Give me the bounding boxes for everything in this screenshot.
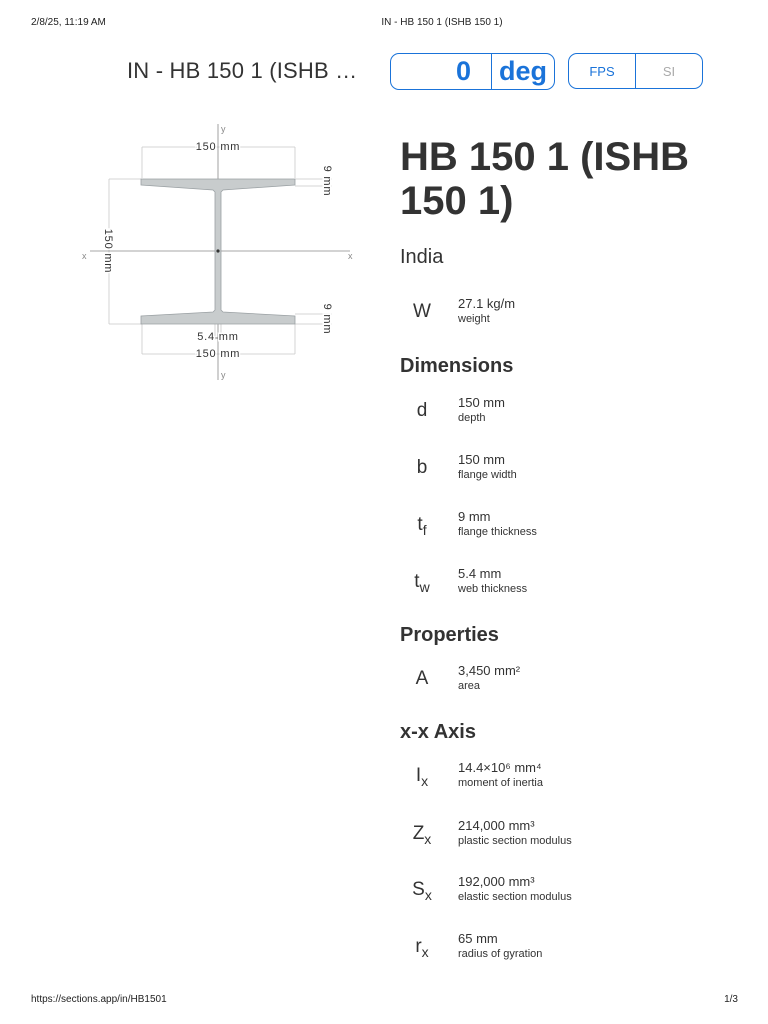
property-symbol: $Z_x$ <box>412 823 432 847</box>
flange-width-bottom-label: 150 mm <box>195 348 241 360</box>
property-value: 9 mm <box>458 509 491 524</box>
weight-value: 27.1 kg/m <box>458 296 516 311</box>
units-fps-button[interactable]: FPS <box>569 54 636 88</box>
property-symbol: $t_f$ <box>417 514 427 538</box>
weight-property <box>400 296 740 332</box>
property-symbol: $S_x$ <box>412 879 432 903</box>
rotation-value[interactable]: 0 <box>391 54 492 89</box>
property-symbol: A <box>415 668 429 689</box>
property-value: 14.4×10⁶ mm⁴ <box>458 760 542 775</box>
property-label: elastic section modulus <box>458 891 572 903</box>
property-label: flange thickness <box>458 526 537 538</box>
depth-label: 150 mm <box>102 228 114 274</box>
axis-x-right-label: x <box>348 251 353 261</box>
property-symbol: d <box>416 400 428 421</box>
property-label: radius of gyration <box>458 948 543 960</box>
property-value: 150 mm <box>458 452 505 467</box>
axis-y-top-label: y <box>221 124 226 134</box>
property-symbol: $I_x$ <box>415 765 429 789</box>
property-area <box>400 663 740 699</box>
country: India <box>400 246 444 268</box>
web-thickness-label: 5.4 mm <box>197 331 239 343</box>
units-toggle[interactable] <box>568 53 703 89</box>
flange-thickness-top-label: 9 mm <box>321 165 333 197</box>
property-elastic-modulus <box>400 874 740 910</box>
property-symbol: b <box>416 457 428 478</box>
axis-x-left-label: x <box>82 251 87 261</box>
weight-label: weight <box>458 313 490 325</box>
property-plastic-modulus <box>400 818 740 854</box>
print-page-title: IN - HB 150 1 (ISHB 150 1) <box>381 17 503 28</box>
weight-symbol: W <box>413 301 431 322</box>
dimensions-heading: Dimensions <box>400 355 514 377</box>
property-label: flange width <box>458 469 517 481</box>
print-datetime: 2/8/25, 11:19 AM <box>31 17 106 28</box>
property-value: 5.4 mm <box>458 566 502 581</box>
property-label: plastic section modulus <box>458 835 572 847</box>
flange-width-top-label: 150 mm <box>195 141 241 153</box>
property-label: depth <box>458 412 486 424</box>
print-url: https://sections.app/in/HB1501 <box>31 994 167 1005</box>
page-title: IN - HB 150 1 (ISHB … <box>127 58 358 83</box>
property-value: 214,000 mm³ <box>458 818 535 833</box>
property-moment-of-inertia <box>400 760 740 796</box>
property-symbol: $r_x$ <box>415 936 429 960</box>
property-flange-width <box>400 452 740 488</box>
rotation-control[interactable] <box>390 53 555 90</box>
property-label: web thickness <box>458 583 528 595</box>
units-si-button[interactable]: SI <box>662 63 676 79</box>
property-label: area <box>458 680 481 692</box>
property-value: 192,000 mm³ <box>458 874 535 889</box>
property-web-thickness <box>400 566 740 602</box>
property-label: moment of inertia <box>458 777 543 789</box>
flange-thickness-bottom-label: 9 mm <box>321 303 333 335</box>
properties-heading: Properties <box>400 624 499 646</box>
section-title: HB 150 1 (ISHB 150 1) <box>400 135 689 223</box>
xx-axis-heading: x-x Axis <box>400 721 476 743</box>
print-footer <box>0 994 768 1008</box>
axis-y-bottom-label: y <box>221 370 226 380</box>
property-value: 65 mm <box>458 931 498 946</box>
property-symbol: $t_w$ <box>414 571 430 595</box>
property-depth <box>400 395 740 431</box>
print-page-number: 1/3 <box>724 994 738 1005</box>
property-value: 150 mm <box>458 395 505 410</box>
rotation-unit: deg <box>498 56 547 86</box>
i-beam-drawing <box>78 118 368 383</box>
property-radius-of-gyration <box>400 931 740 967</box>
section-diagram <box>78 118 368 383</box>
print-header <box>0 17 768 31</box>
property-flange-thickness <box>400 509 740 545</box>
property-value: 3,450 mm² <box>458 663 521 678</box>
